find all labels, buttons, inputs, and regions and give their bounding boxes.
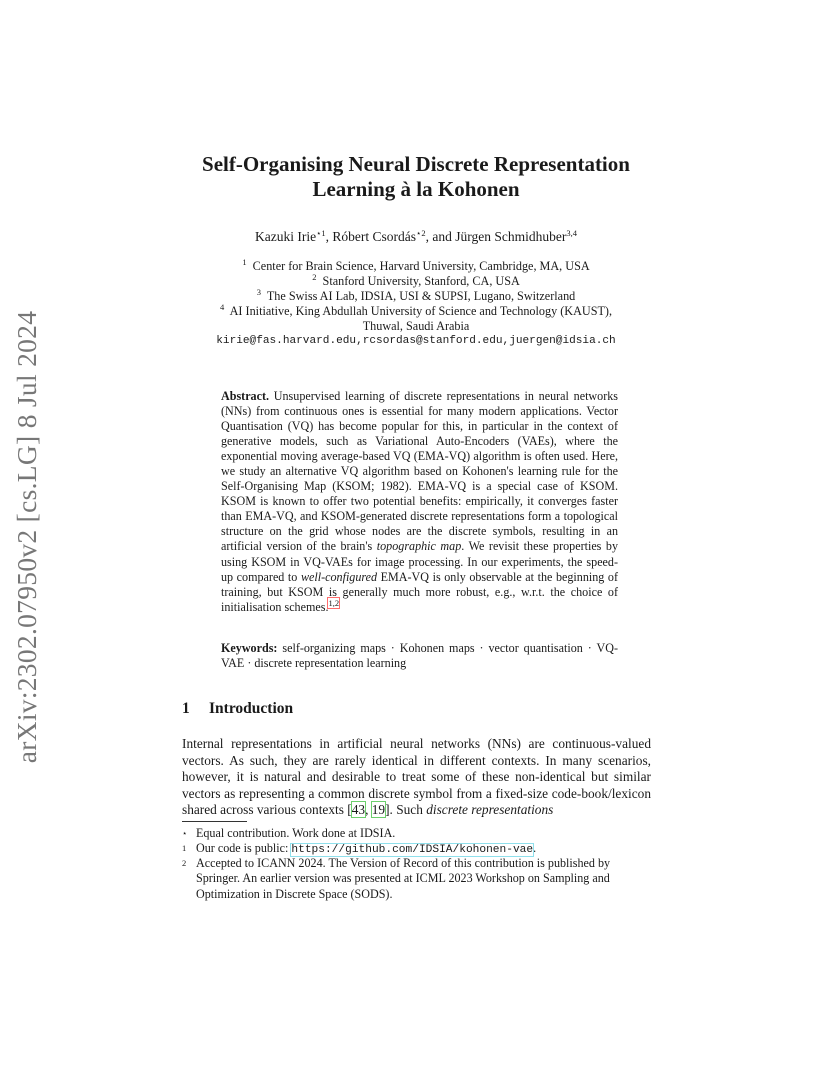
section-title: Introduction: [209, 700, 294, 717]
footnote-star-mark: ⋆: [182, 828, 188, 838]
paper-title: [160, 152, 672, 202]
author-emails: kirie@fas.harvard.edu,rcsordas@stanford.edu,juergen@idsia.ch: [216, 335, 616, 347]
affiliation-4-num: 4: [219, 302, 225, 312]
affiliation-3-text: The Swiss AI Lab, IDSIA, USI & SUPSI, Lugano, Switzerland: [266, 289, 576, 303]
author-2-mark: ⋆2: [416, 228, 426, 238]
affiliation-2-num: 2: [312, 272, 317, 282]
citation-separator: ,: [365, 802, 372, 818]
author-3: , and Jürgen Schmidhuber: [425, 229, 567, 244]
affiliation-4-cont: [160, 319, 672, 334]
affiliation-2-text: Stanford University, Stanford, CA, USA: [322, 274, 520, 288]
footnote-rule: [182, 821, 247, 822]
abstract-italic-2: well-configured: [300, 569, 378, 584]
author-3-mark: 3,4: [566, 228, 577, 238]
intro-italic: discrete representations: [426, 802, 554, 818]
abstract-text-3: EMA-VQ is only observable at the beginning of training, but KSOM is generally much more robust, e.g., w.r.t. the choice of initialisation schemes.: [221, 569, 618, 614]
affiliation-3-num: 3: [256, 287, 261, 297]
title-line-1: Self-Organising Neural Discrete Representation: [202, 152, 630, 176]
citation-link-19[interactable]: 19: [371, 802, 386, 818]
abstract-italic-1: topographic map: [376, 539, 462, 554]
footnote-1-end: .: [533, 841, 537, 855]
affiliation-2: [160, 274, 672, 289]
keywords: [221, 641, 618, 671]
footnote-2-text: Accepted to ICANN 2024. The Version of Record of this contribution is published by Springer. An earlier version was presented at ICML 2023 Workshop on Sampling and Optimization in Discrete Space (SODS).: [196, 856, 611, 901]
citation-link-43[interactable]: 43: [351, 802, 366, 818]
author-2: , Róbert Csordás: [325, 229, 417, 244]
footnote-1-text: Our code is public:: [196, 841, 292, 855]
footnote-2: [182, 856, 652, 902]
intro-text-1: Internal representations in artificial neural networks (NNs) are continuous-valued vectors. As such, they are rarely identical in different contexts. In many scenarios, however, it is natural and desirable to treat some of these non-identical but similar vectors as representing a common discrete symbol from a fixed-size code-book/lexicon shared across various contexts [: [182, 736, 651, 818]
title-line-2: Learning à la Kohonen: [312, 177, 520, 201]
arxiv-identifier: arXiv:2302.07950v2 [cs.LG] 8 Jul 2024: [11, 310, 42, 764]
footnote-star-text: Equal contribution. Work done at IDSIA.: [196, 826, 396, 840]
footnote-ref-link[interactable]: 1,2: [328, 597, 340, 608]
author-1-mark: ⋆1: [316, 228, 326, 238]
affiliation-4-text-cont: Thuwal, Saudi Arabia: [362, 319, 470, 333]
abstract-label: Abstract.: [221, 389, 270, 403]
affiliation-4: [160, 304, 672, 319]
abstract-text-1: Unsupervised learning of discrete representations in neural networks (NNs) from continuous ones is essential for many modern applications. Vector Quantisation (VQ) has become popular for this, in particular in the context of generative models, such as Variational Auto-Encoders (VAEs), where the exponential moving average-based VQ (EMA-VQ) algorithm is often used. Here, we study an alternative VQ algorithm based on Kohonen's learning rule for the Self-Organising Map (KSOM; 1982). EMA-VQ is a special case of KSOM. KSOM is known to offer two potential benefits: empirically, it converges faster than EMA-VQ, and KSOM-generated discrete representations form a topological structure on the grid whose nodes are the discrete symbols, resulting in an artificial version of the brain's: [221, 389, 618, 554]
keywords-text: self-organizing maps · Kohonen maps · vector quantisation · VQ-VAE · discrete representation learning: [221, 641, 618, 671]
intro-paragraph: [182, 736, 651, 819]
abstract-text-2: . We revisit these properties by using KSOM in VQ-VAEs for image processing. In our experiments, the speed-up compared to: [221, 539, 619, 584]
abstract: [221, 389, 618, 615]
affiliation-3: [160, 289, 672, 304]
affiliation-4-text: AI Initiative, King Abdullah University of Science and Technology (KAUST),: [229, 304, 613, 318]
affiliation-1-text: Center for Brain Science, Harvard University, Cambridge, MA, USA: [252, 259, 590, 273]
affiliation-1-num: 1: [242, 257, 247, 267]
section-number: 1: [182, 700, 190, 717]
footnote-2-mark: 2: [182, 858, 187, 868]
keywords-label: Keywords:: [221, 641, 278, 655]
code-url-link[interactable]: https://github.com/IDSIA/kohonen-vae: [291, 844, 534, 856]
author-list: [160, 228, 672, 246]
footnote-star: [182, 826, 652, 841]
footnote-1-mark: 1: [182, 843, 187, 853]
author-1: Kazuki Irie: [255, 229, 317, 244]
affiliation-1: [160, 259, 672, 274]
intro-text-2: ]. Such: [385, 802, 427, 818]
